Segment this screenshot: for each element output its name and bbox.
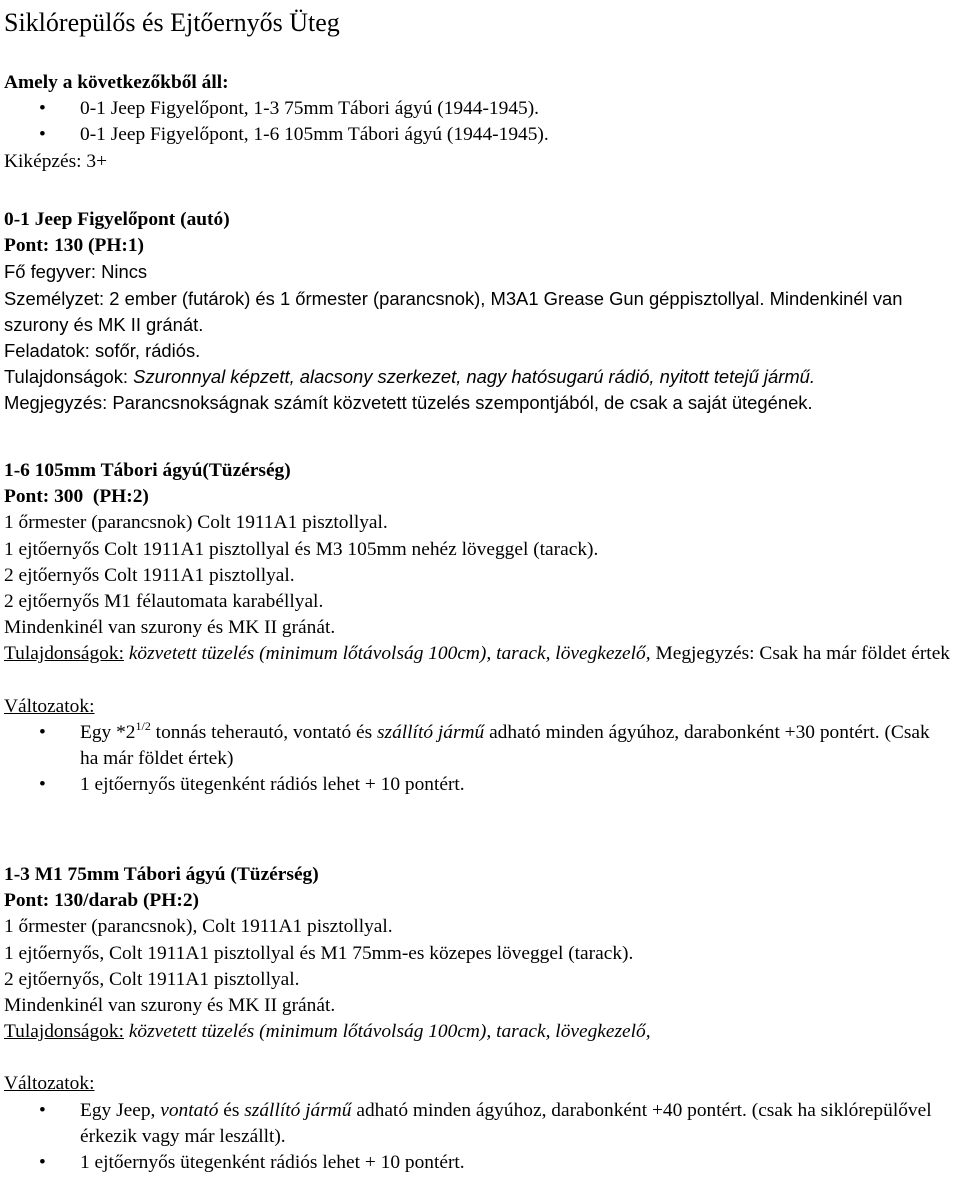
variant-item: • 1 ejtőernyős ütegenként rádiós lehet + 10 pontért. (4, 772, 956, 798)
traits-note: Megjegyzés: Csak ha már földet értek (655, 643, 950, 665)
composition-item: • 0-1 Jeep Figyelőpont, 1-3 75mm Tábori ágyú (1944-1945). (4, 96, 956, 122)
traits-text: Szuronnyal képzett, alacsony szerkezet, nagy hatósugarú rádió, nyitott tetejű jármű. (133, 366, 816, 388)
page-title: Siklórepülős és Ejtőernyős Üteg (4, 8, 340, 37)
crew-line: 2 ejtőernyős M1 félautomata karabéllyal. (4, 590, 324, 612)
gun75-section (4, 862, 956, 1176)
gun75-heading: 1-3 M1 75mm Tábori ágyú (Tüzérség) (4, 864, 319, 885)
jeep-weapon: Fő fegyver: Nincs (4, 261, 148, 283)
gun75-points: Pont: 130/darab (PH:2) (4, 890, 199, 912)
traits-text: közvetett tüzelés (minimum lőtávolság 100cm), tarack, lövegkezelő, (128, 1021, 651, 1043)
jeep-heading: 0-1 Jeep Figyelőpont (autó) (4, 209, 230, 230)
howitzer105-heading: 1-6 105mm Tábori ágyú(Tüzérség) (4, 460, 291, 481)
variants-label: Változatok: (4, 695, 95, 717)
composition-item: • 0-1 Jeep Figyelőpont, 1-6 105mm Tábori ágyú (1944-1945). (4, 122, 956, 148)
jeep-tasks: Feladatok: sofőr, rádiós. (4, 339, 201, 361)
bullet-icon: • (39, 721, 46, 743)
traits-label: Tulajdonságok: (4, 366, 129, 388)
bullet-icon: • (39, 774, 46, 796)
bullet-icon: • (39, 1099, 46, 1121)
bullet-icon: • (39, 98, 46, 120)
composition-heading: Amely a következőkből áll: (4, 72, 229, 93)
crew-line: 1 ejtőernyős Colt 1911A1 pisztollyal és M3 105mm nehéz löveggel (tarack). (4, 538, 599, 560)
bullet-icon: • (39, 1151, 46, 1173)
crew-line: 2 ejtőernyős, Colt 1911A1 pisztollyal. (4, 968, 300, 990)
gun75-traits (4, 1019, 956, 1045)
howitzer105-traits (4, 641, 956, 667)
variant-item: • 1 ejtőernyős ütegenként rádiós lehet + 10 pontért. (4, 1150, 956, 1176)
jeep-note: Megjegyzés: Parancsnokságnak számít közvetett tüzelés szempontjából, de csak a saját ütegének. (4, 392, 813, 414)
crew-line: Mindenkinél van szurony és MK II gránát. (4, 617, 336, 639)
bullet-icon: • (39, 124, 46, 146)
crew-line: Mindenkinél van szurony és MK II gránát. (4, 994, 336, 1016)
training-level: Kiképzés: 3+ (4, 150, 108, 172)
traits-text: közvetett tüzelés (minimum lőtávolság 100cm), tarack, lövegkezelő, (128, 643, 651, 665)
traits-label: Tulajdonságok: (4, 1021, 124, 1043)
crew-line: 1 ejtőernyős, Colt 1911A1 pisztollyal és M1 75mm-es közepes löveggel (tarack). (4, 942, 634, 964)
crew-line: 2 ejtőernyős Colt 1911A1 pisztollyal. (4, 564, 295, 586)
howitzer105-points: Pont: 300 (PH:2) (4, 486, 149, 508)
jeep-traits (4, 364, 956, 390)
variant-item: • Egy Jeep, vontató és szállító jármű adható minden ágyúhoz, darabonként +40 pontért. (csak ha siklórepülővel érkezik vagy már leszállt). (39, 1099, 932, 1147)
composition-section (4, 70, 956, 175)
crew-line: 1 őrmester (parancsnok), Colt 1911A1 pisztollyal. (4, 916, 393, 938)
variant-item: • Egy $*2^{1/2}$ tonnás teherautó, vontató és szállító jármű adható minden ágyúhoz, darabonként +30 pontért. (Csak ha már földet értek) (39, 718, 930, 769)
crew-line: 1 őrmester (parancsnok) Colt 1911A1 pisztollyal. (4, 512, 388, 534)
variants-label: Változatok: (4, 1073, 95, 1095)
jeep-points: Pont: 130 (PH:1) (4, 235, 145, 257)
jeep-section (4, 207, 956, 417)
traits-label: Tulajdonságok: (4, 643, 124, 665)
howitzer105-section (4, 458, 956, 798)
jeep-crew: Személyzet: 2 ember (futárok) és 1 őrmester (parancsnok), M3A1 Grease Gun géppisztollyal. Mindenkinél van szurony és MK II gránát. (4, 287, 903, 335)
